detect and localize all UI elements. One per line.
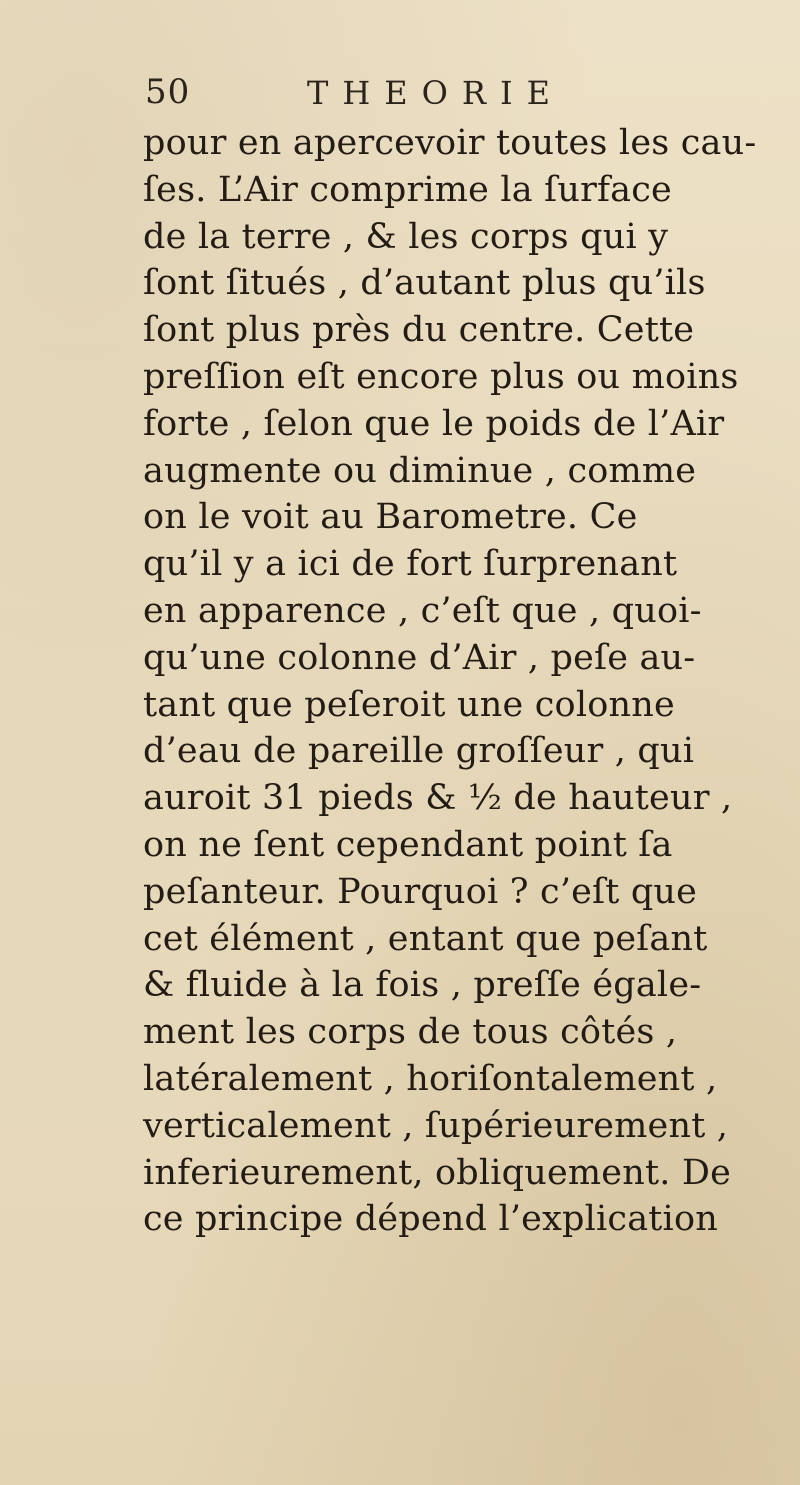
text-line: & fluide à la fois , preſſe égale-	[143, 965, 702, 1006]
running-title: THEORIE	[307, 74, 564, 112]
text-line: en apparence , c’eſt que , quoi-	[143, 590, 702, 631]
text-line: d’eau de pareille groſſeur , qui	[143, 731, 695, 772]
text-line: ſont plus près du centre. Cette	[143, 310, 695, 351]
text-line: ſes. L’Air comprime la ſurface	[143, 169, 672, 210]
text-line: preſſion eſt encore plus ou moins	[143, 356, 739, 397]
page-number: 50	[145, 72, 191, 112]
text-line: forte , ſelon que le poids de l’Air	[143, 403, 725, 444]
text-line: ſont ſitués , d’autant plus qu’ils	[143, 263, 706, 304]
text-line: tant que peſeroit une colonne	[143, 684, 675, 725]
text-line: cet élément , entant que peſant	[143, 918, 708, 959]
running-head	[145, 70, 625, 120]
text-line: qu’une colonne d’Air , peſe au-	[143, 637, 696, 678]
text-line: peſanteur. Pourquoi ? c’eſt que	[143, 871, 698, 912]
text-line: auroit 31 pieds & ½ de hauteur ,	[143, 778, 733, 819]
body-text	[143, 120, 783, 1243]
text-line: verticalement , ſupérieurement ,	[143, 1105, 729, 1146]
text-line: on ne ſent cependant point ſa	[143, 824, 673, 865]
text-line: pour en apercevoir toutes les cau-	[143, 123, 757, 163]
text-line: on le voit au Barometre. Ce	[143, 497, 638, 538]
text-line: inferieurement, obliquement. De	[143, 1152, 732, 1193]
text-line: de la terre , & les corps qui y	[143, 216, 669, 257]
text-line: qu’il y a ici de fort ſurprenant	[143, 544, 678, 585]
text-line: latéralement , horiſontalement ,	[143, 1058, 718, 1099]
text-line: ment les corps de tous côtés ,	[143, 1012, 678, 1053]
text-line: augmente ou diminue , comme	[143, 450, 697, 491]
text-line: ce principe dépend l’explication	[143, 1199, 718, 1240]
